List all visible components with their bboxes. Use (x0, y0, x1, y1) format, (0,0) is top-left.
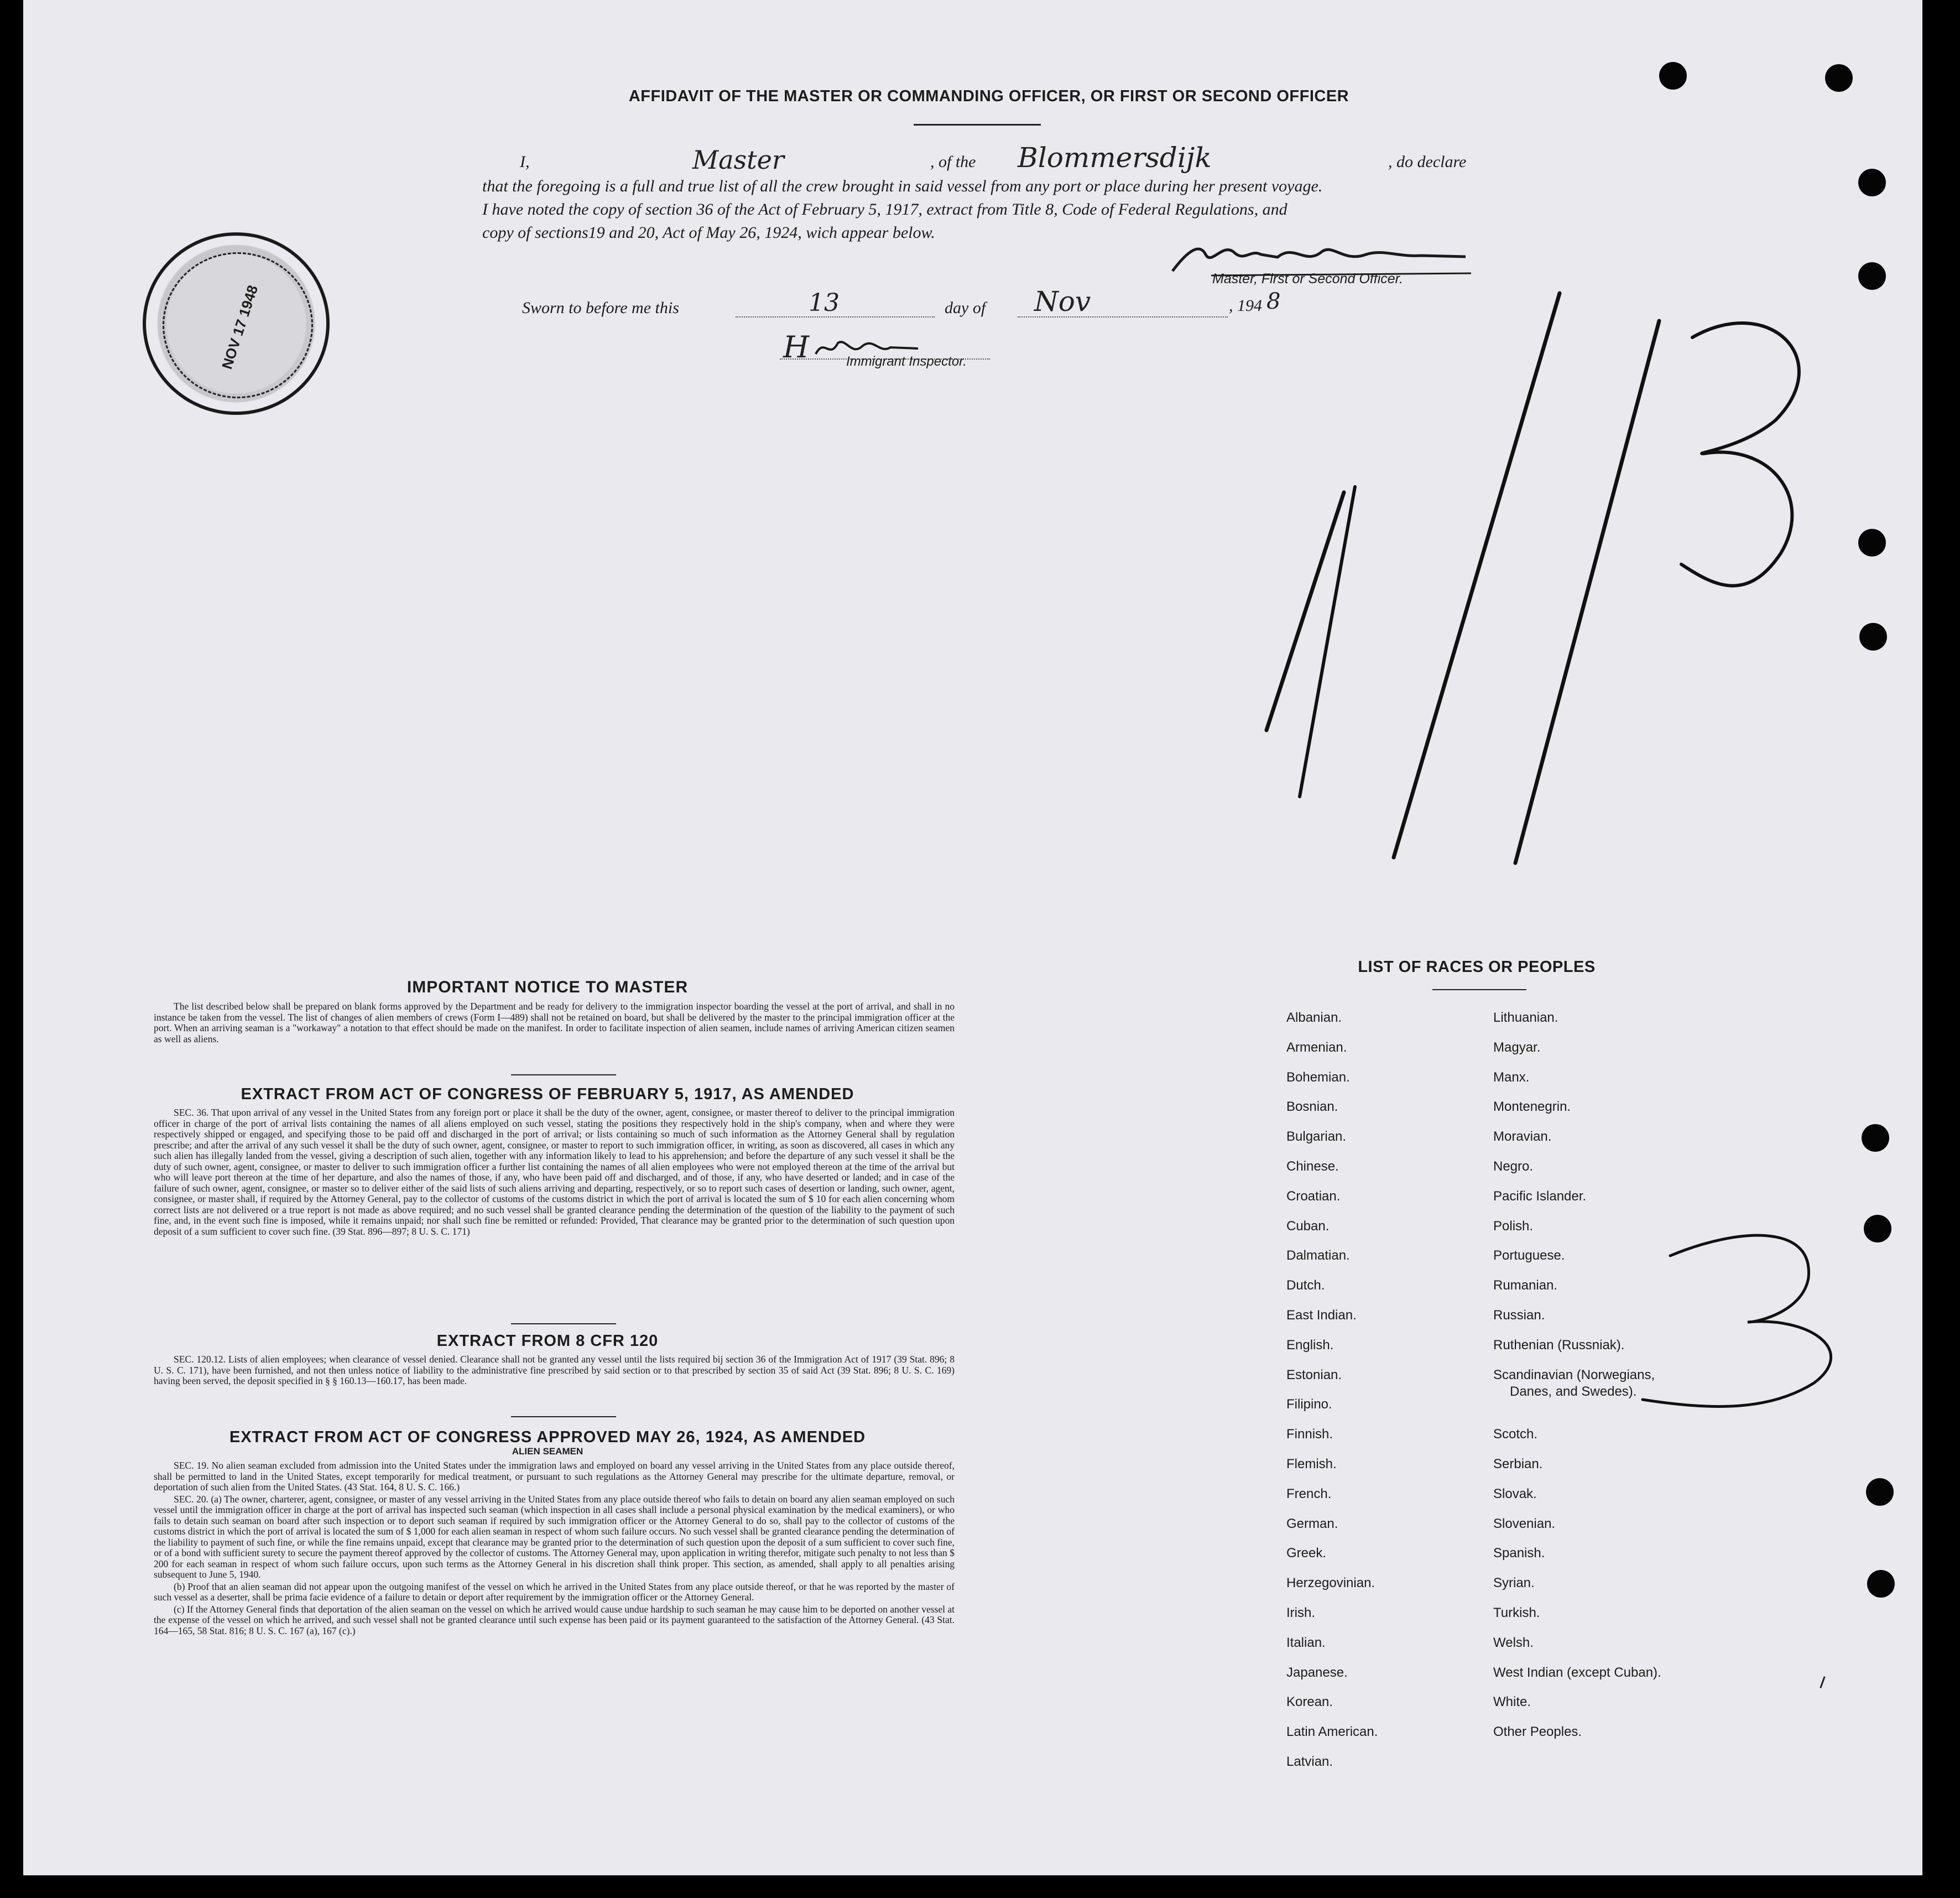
race-item: Danes, and Swedes). (1510, 1384, 1637, 1399)
officer-caption: Master, First or Second Officer. (1212, 271, 1404, 287)
race-item: Syrian. (1493, 1575, 1535, 1591)
extract-1924-subtitle: ALIEN SEAMEN (512, 1446, 583, 1457)
race-item: Dalmatian. (1286, 1248, 1350, 1263)
race-item: Herzegovinian. (1286, 1575, 1375, 1591)
race-item: Manx. (1493, 1069, 1530, 1085)
handwritten-tally (1161, 277, 1825, 885)
extract-1924-title: EXTRACT FROM ACT OF CONGRESS APPROVED MAY 26, 1924, AS AMENDED (229, 1428, 866, 1446)
race-item: Bosnian. (1286, 1099, 1338, 1115)
race-item: Albanian. (1286, 1010, 1342, 1025)
affidavit-line-4: copy of sections19 and 20, Act of May 26, 1924, wich appear below. (482, 223, 935, 242)
race-item: Chinese. (1286, 1159, 1339, 1174)
race-item: Montenegrin. (1493, 1099, 1571, 1115)
race-item: French. (1286, 1486, 1332, 1501)
punch-hole (1859, 623, 1887, 651)
year-prefix: , 194 (1229, 297, 1262, 315)
race-item: Turkish. (1493, 1605, 1540, 1620)
punch-hole (1866, 1478, 1894, 1506)
date-stamp (143, 232, 330, 415)
race-item: Portuguese. (1493, 1248, 1565, 1263)
race-item: Greek. (1286, 1546, 1327, 1561)
extract-1917-title: EXTRACT FROM ACT OF CONGRESS OF FEBRUARY 5, 1917, AS AMENDED (241, 1085, 854, 1103)
race-item: Moravian. (1493, 1129, 1552, 1145)
punch-hole (1825, 64, 1853, 92)
race-item: Pacific Islander. (1493, 1188, 1587, 1204)
punch-hole (1862, 1124, 1889, 1152)
vessel-name-handwritten: Blommersdijk (1018, 142, 1212, 174)
race-item: Latin American. (1286, 1724, 1378, 1740)
punch-hole (1858, 262, 1886, 290)
race-item: White. (1493, 1694, 1531, 1710)
extract-1917-paragraph: SEC. 36. That upon arrival of any vessel in the United States from any foreign port or place it shall be the duty of the owner, agent, consignee, or master thereof to deliver to the principal immigration officer in charge of the port of arrival lists containing the names of all aliens employed on such vessel, stating the positions they respectively hold in the ship's company, when and where they were respectively shipped or engaged, and specifying those to be paid off and discharged in the port of arrival; or lists containing so much of such information as the Attorney General shall by regulation prescribe; and after the arrival of any such vessel it shall be the duty of such owner, agent, consignee, or master to report to such immigration officer, in writing, as soon as discovered, all cases in which any such alien has illegally landed from the vessel, giving a description of such alien, together with any information likely to lead to his apprehension; and before the departure of any such vessel it shall be the duty of such owner, agent, consignee, or master to deliver to such immigration officer a further list containing the names of all alien employees who were not employed thereon at the time of the arrival but who will leave port thereon at the time of her departure, and also the names of those, if any, who have been paid off and discharged, and of those, if any, who have deserted or landed; and in case of the failure of such owner, agent, consignee, or master so to deliver either of the said lists of such aliens arriving and departing, respectively, or so to report such cases of desertion or landing, such owner, agent, consignee, or master shall, if required by the Attorney General, pay to the collector of customs of the customs district in which the port of arrival is located the sum of $ 10 for each alien concerning whom correct lists are not delivered or a true report is not made as above required; and no such vessel shall be granted clearance pending the determination of the question of the liability to the payment of such fine, and, in the event such fine is imposed, while it remains unpaid; nor shall such fine be remitted or refunded: Provided, That clearance may be granted prior to the determination of such question upon deposit of a sum sufficient to cover such fine. (39 Stat. 896—897; 8 U. S. C. 171) (154, 1107, 955, 1237)
race-item: English. (1286, 1337, 1334, 1353)
affidavit-i-label: I, (520, 153, 530, 171)
race-item: German. (1286, 1516, 1338, 1531)
races-title: LIST OF RACES OR PEOPLES (1358, 958, 1596, 976)
sworn-label: Sworn to before me this (522, 299, 679, 317)
race-item: Estonian. (1286, 1367, 1342, 1382)
extract-1924-sec20b: (b) Proof that an alien seaman did not appear upon the outgoing manifest of the vessel on which he arrived in the United States from any place outside thereof, or that he was reported by the master of such vessel as a deserter, shall be prima facie evidence of a failure to detain or deport after requirement by the immigration officer or the Attorney General. (154, 1580, 955, 1603)
punch-hole (1858, 529, 1886, 557)
race-item: Scandinavian (Norwegians, (1493, 1367, 1655, 1382)
race-item: Finnish. (1286, 1427, 1333, 1442)
race-item: Slovak. (1493, 1486, 1537, 1501)
master-name-handwritten: Master (692, 145, 784, 175)
race-item: Polish. (1493, 1218, 1534, 1234)
race-item: Filipino. (1286, 1397, 1332, 1412)
extract-8cfr-paragraph: SEC. 120.12. Lists of alien employees; when clearance of vessel denied. Clearance shall not be granted any vessel until the lists required bij section 36 of the Immigration Act of 1917 (39 Stat. 896; 8 U. S. C. 171), have been furnished, and not then unless notice of liability to the administrative fine prescribed by said section or to that prescribed by section 35 of said Act (39 Stat. 896; 8 U. S. C. 169) having been served, the deposit specified in § § 160.13—160.17, has been made. (154, 1354, 955, 1386)
race-item: Russian. (1493, 1308, 1545, 1323)
handwritten-3-mark (1626, 1217, 1858, 1427)
race-item: Irish. (1286, 1605, 1316, 1620)
extract-1924-sec19: SEC. 19. No alien seaman excluded from admission into the United States under the immigration laws and employed on board any vessel arriving in the United States from any place outside thereof, shall be permitted to land in the United States, except temporarily for medical treatment, or pursuant to such regulations as the Attorney General may prescribe for the ultimate departure, removal, or deportation of such alien from the United States. (43 Stat. 164, 8 U. S. C. 166.) (154, 1460, 955, 1493)
of-the-label: , of the (930, 153, 976, 171)
race-item: Latvian. (1286, 1754, 1333, 1769)
affidavit-line-2: that the foregoing is a full and true list of all the crew brought in said vessel from any port or place during her present voyage. (482, 177, 1323, 195)
affidavit-line-3: I have noted the copy of section 36 of the Act of February 5, 1917, extract from Title 8, Code of Federal Regulations, and (482, 200, 1287, 219)
race-item: Bulgarian. (1286, 1129, 1347, 1145)
section-rule (511, 1074, 616, 1075)
race-item: Lithuanian. (1493, 1010, 1558, 1025)
extract-1924-body (154, 1460, 955, 1637)
race-item: Slovenian. (1493, 1516, 1556, 1531)
race-item: Welsh. (1493, 1635, 1534, 1650)
race-item: Magyar. (1493, 1039, 1541, 1055)
month-handwritten: Nov (1034, 285, 1091, 318)
race-item: Negro. (1493, 1159, 1534, 1174)
title-rule (914, 124, 1041, 126)
section-rule (511, 1416, 616, 1417)
day-of-label: day of (945, 299, 986, 317)
inspector-caption: Immigrant Inspector. (846, 354, 967, 369)
race-item: Serbian. (1493, 1457, 1543, 1471)
race-item: Croatian. (1286, 1188, 1341, 1204)
day-handwritten: 13 (809, 289, 840, 317)
inspector-signature: H (783, 330, 810, 365)
race-item: Ruthenian (Russniak). (1493, 1337, 1625, 1353)
year-handwritten: 8 (1266, 289, 1281, 314)
punch-hole (1858, 169, 1886, 196)
notice-title: IMPORTANT NOTICE TO MASTER (406, 978, 689, 996)
affidavit-title: AFFIDAVIT OF THE MASTER OR COMMANDING OFFICER, OR FIRST OR SECOND OFFICER (628, 87, 1349, 105)
race-item: Other Peoples. (1493, 1724, 1582, 1740)
extract-1924-sec20a: SEC. 20. (a) The owner, charterer, agent, consignee, or master of any vessel arriving in the United States from any place outside thereof who fails to detain on board any alien seaman employed on such vessel until the immigration officer in charge at the port of arrival has inspected such seaman (which inspection in all cases shall include a personal physical examination by the medical examiners), or who fails to detain such seaman on board after such inspection or to deport such seaman if required by such immigration officer or the Attorney General to do so, shall pay to the collector of customs of the customs district in which the port of arrival is located the sum of $ 1,000 for each alien seaman in respect of whom such failure occurs. No such vessel shall be granted clearance pending the determination of the liability to payment of such fine, or while the fine remains unpaid, except that clearance may be granted prior to the determination of such question upon the deposit of a sum sufficient to cover such fine, or of a bond with sufficient surety to secure the payment thereof approved by the collector of customs. The Attorney General may, upon application in writing therefor, mitigate such penalty to not less than $ 200 for each seaman in respect of whom such failure occurs, upon such terms as the Attorney General in his discretion shall think proper. This section, as amended, shall apply to all penalties arising subsequent to June 5, 1940. (154, 1493, 955, 1580)
race-item: Armenian. (1286, 1039, 1347, 1055)
notice-paragraph: The list described below shall be prepared on blank forms approved by the Department and be ready for delivery to the immigration inspector boarding the vessel at the port of arrival, and shall in no instance be taken from the vessel. The list of changes of alien members of crews (Form I—489) shall not be retained on board, but shall be delivered by the master to the principal immigration officer at the port. When an arriving seaman is a "workaway" a notation to that effect should be made on the manifest. In order to facilitate inspection of alien seamen, include names of arriving American citizen seamen as well as aliens. (154, 1001, 955, 1044)
punch-hole (1867, 1570, 1895, 1598)
extract-1924-sec20c: (c) If the Attorney General finds that deportation of the alien seaman on the vessel on which he arrived would cause undue hardship to such seaman he may cause him to be deported on another vessel at the expense of the vessel on which he arrived, and such vessel shall not be granted clearance until such expense has been paid or its payment guaranteed to the satisfaction of the Attorney General. (43 Stat. 164—165, 58 Stat. 816; 8 U. S. C. 167 (a), 167 (c).) (154, 1603, 955, 1636)
extract-1917-body (154, 1107, 955, 1238)
race-item: Scotch. (1493, 1427, 1538, 1442)
race-item: Italian. (1286, 1635, 1326, 1650)
race-item: Cuban. (1286, 1218, 1330, 1234)
race-item: Rumanian. (1493, 1278, 1558, 1293)
punch-hole (1864, 1215, 1891, 1242)
day-line (736, 316, 935, 318)
race-item: Japanese. (1286, 1665, 1348, 1680)
section-rule (511, 1323, 616, 1324)
punch-hole (1659, 62, 1687, 90)
race-item: West Indian (except Cuban). (1493, 1665, 1661, 1680)
extract-8cfr-body (154, 1354, 955, 1388)
extract-8cfr-title: EXTRACT FROM 8 CFR 120 (436, 1332, 659, 1350)
stamp-date: NOV 17 1948 (218, 283, 262, 371)
race-item: East Indian. (1286, 1308, 1357, 1323)
do-declare-label: , do declare (1388, 153, 1467, 171)
race-item: Dutch. (1286, 1278, 1325, 1293)
races-rule (1432, 989, 1526, 990)
notice-body (154, 1001, 955, 1046)
race-item: Bohemian. (1286, 1069, 1350, 1085)
race-item: Korean. (1286, 1694, 1333, 1710)
race-item: Spanish. (1493, 1546, 1545, 1561)
race-item: Flemish. (1286, 1457, 1337, 1471)
